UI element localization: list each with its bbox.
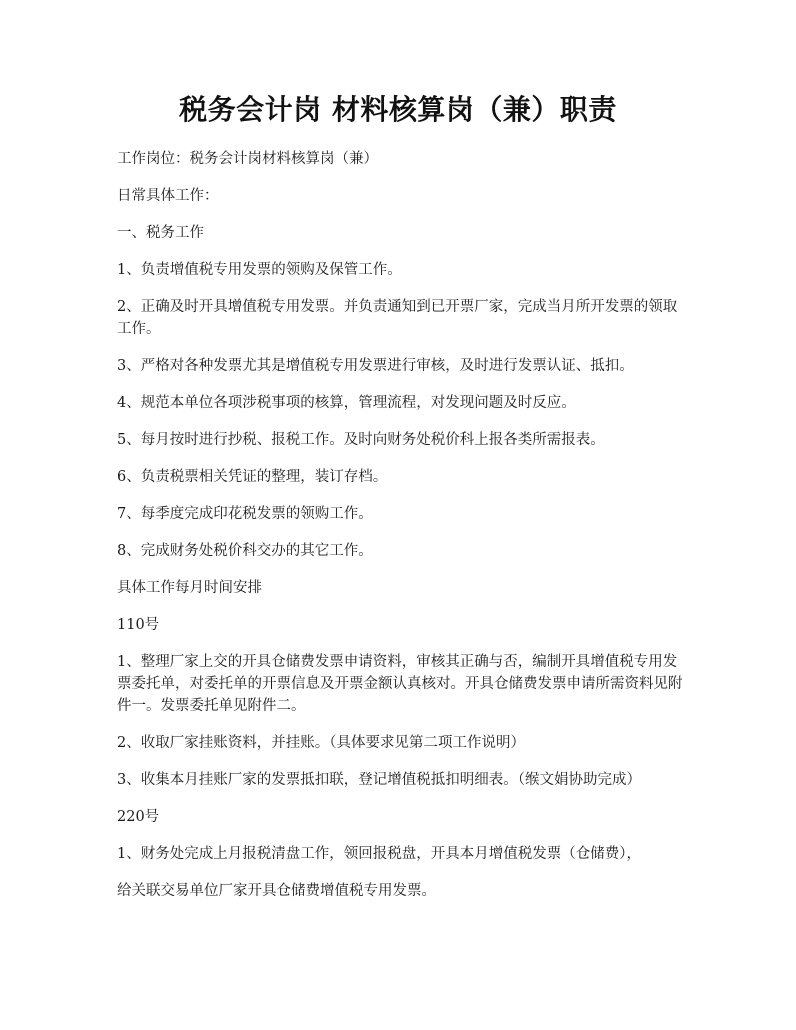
list-item-1: 1、负责增值税专用发票的领购及保管工作。 bbox=[117, 262, 402, 278]
list-item-2: 2、正确及时开具增值税专用发票。并负责通知到已开票厂家，完成当月所开发票的领取工作。 bbox=[117, 299, 678, 337]
schedule-item-110-2: 2、收取厂家挂账资料，并挂账。（具体要求见第二项工作说明） bbox=[117, 735, 525, 751]
paragraph-position: 工作岗位：税务会计岗材料核算岗（兼） bbox=[117, 151, 378, 167]
document-title: 税务会计岗 材料核算岗（兼）职责 bbox=[179, 93, 617, 126]
paragraph-daily-work: 日常具体工作： bbox=[117, 188, 219, 204]
list-item-4: 4、规范本单位各项涉税事项的核算，管理流程，对发现问题及时反应。 bbox=[117, 395, 576, 411]
list-item-6: 6、负责税票相关凭证的整理，装订存档。 bbox=[117, 469, 388, 485]
schedule-item-110-3: 3、收集本月挂账厂家的发票抵扣联，登记增值税抵扣明细表。（缑文娟协助完成） bbox=[117, 772, 641, 788]
section-heading-monthly-schedule: 具体工作每月时间安排 bbox=[117, 580, 262, 596]
schedule-item-110-1: 1、整理厂家上交的开具仓储费发票申请资料，审核其正确与否，编制开具增值税专用发票委托单，对委托单的开票信息及开票金额认真核对。开具仓储费发票申请所需资料见附件一。发票委托单见附件二。 bbox=[117, 654, 683, 714]
date-heading-220: 220号 bbox=[117, 809, 160, 825]
list-item-5: 5、每月按时进行抄税、报税工作。及时向财务处税价科上报各类所需报表。 bbox=[117, 432, 605, 448]
schedule-item-220-1: 1、财务处完成上月报税清盘工作，领回报税盘，开具本月增值税发票（仓储费）， bbox=[117, 846, 641, 862]
schedule-item-220-1-cont: 给关联交易单位厂家开具仓储费增值税专用发票。 bbox=[117, 883, 436, 899]
document-body bbox=[117, 148, 687, 902]
list-item-7: 7、每季度完成印花税发票的领购工作。 bbox=[117, 506, 373, 522]
section-heading-tax-work: 一、税务工作 bbox=[117, 225, 204, 241]
date-heading-110: 110号 bbox=[117, 617, 160, 633]
list-item-8: 8、完成财务处税价科交办的其它工作。 bbox=[117, 543, 373, 559]
list-item-3: 3、严格对各种发票尤其是增值税专用发票进行审核，及时进行发票认证、抵扣。 bbox=[117, 358, 634, 374]
